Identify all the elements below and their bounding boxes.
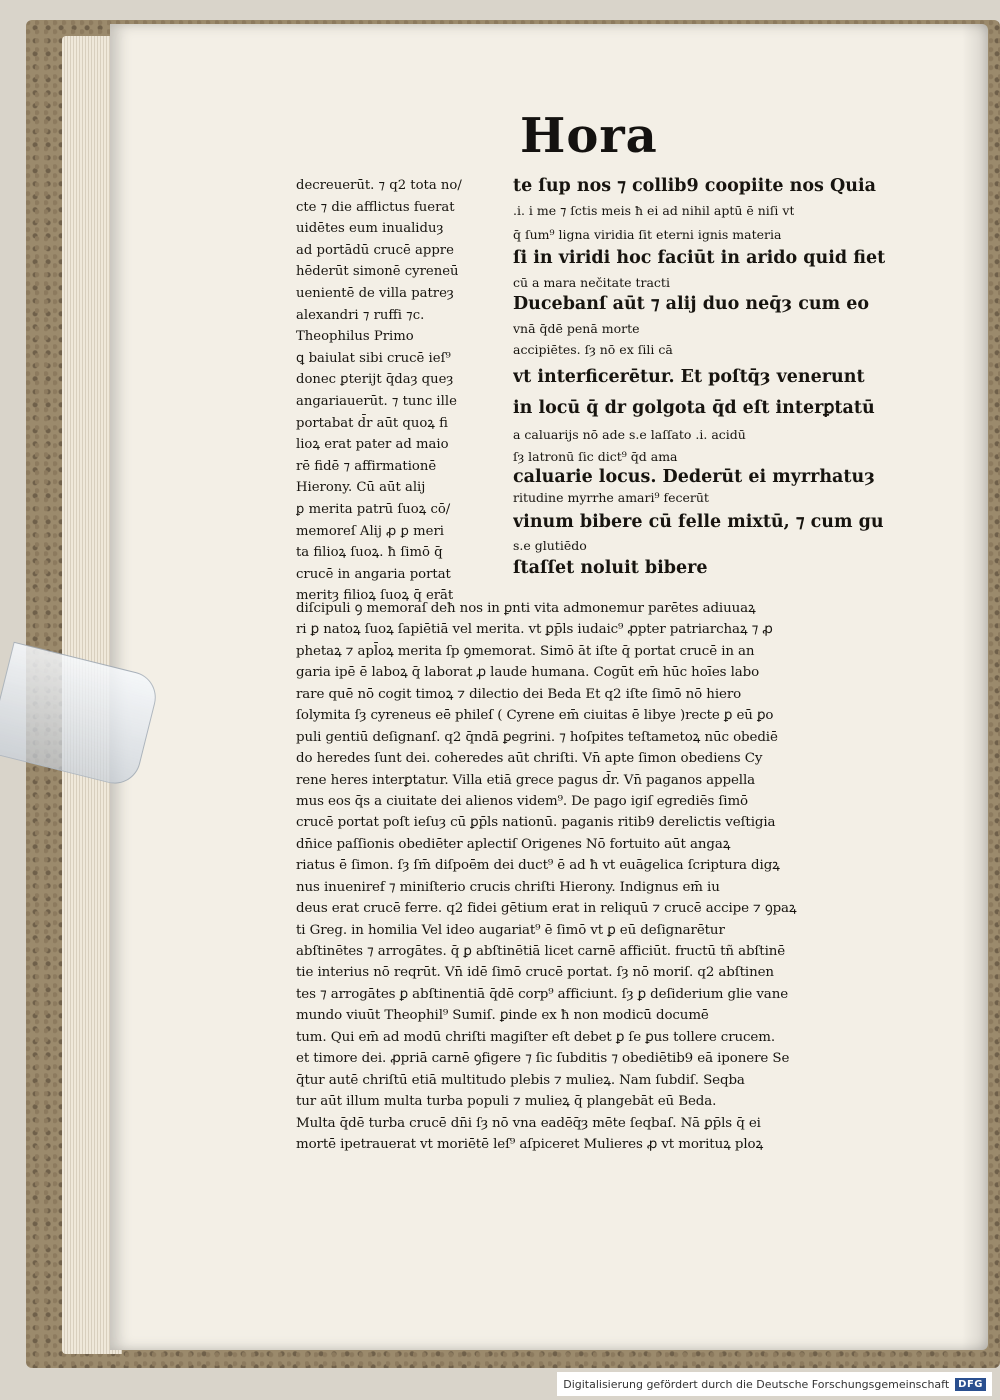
full-width-text-block: [296, 598, 882, 1155]
right-text-line: .i. i me ⁊ ſctis meis ħ ei ad nihil aptū ē niſi vt: [513, 203, 795, 218]
left-gloss-line: Theophilus Primo: [296, 329, 414, 345]
right-text-line: ſȝ latronū ſic dict⁹ q̄d ama: [513, 449, 678, 464]
body-text-line: tes ⁊ arrogātes ꝑ abſtinentiā q̄dē corp⁹ afficiunt. ſȝ ꝑ deſiderium glie vane: [296, 986, 789, 1002]
left-gloss-line: ad portādū crucē appre: [296, 242, 454, 258]
body-text-line: rene heres interꝑtatur. Villa etiā grece pagus d̄r. Vn̄ paganos appella: [296, 772, 756, 788]
right-text-line: vnā q̄dē penā morte: [513, 321, 640, 336]
right-text-line: q̄ ſum⁹ ligna viridia ſit eterni ignis materia: [513, 227, 782, 242]
body-text-line: q̄tur autē chriſtū etiā multitudo plebis ⁊ mulieꝝ. Nam ſubdiſ. Seqba: [296, 1072, 745, 1088]
right-text-line: accipiētes. ſȝ nō ex ſili cā: [513, 342, 673, 357]
digitization-footer: [557, 1372, 992, 1396]
left-gloss-line: ꝗ baiulat sibi crucē ieſ⁹: [296, 350, 451, 366]
right-text-line: ritudine myrrhe amari⁹ fecerūt: [513, 490, 709, 505]
body-text-line: mus eos q̄s a ciuitate dei alienos videm⁹. De pago igiſ egrediēs ſimō: [296, 793, 749, 809]
body-text-line: mortē ipetrauerat vt moriētē leſ⁹ aſpiceret Mulieres ꝓ vt morituꝝ ploꝝ: [296, 1136, 764, 1152]
body-text-line: do heredes ſunt dei. coheredes aūt chriſti. Vn̄ apte ſimon obediens Cy: [296, 751, 763, 767]
left-gloss-line: angariauerūt. ⁊ tunc ille: [296, 393, 457, 409]
page-curl-shadow: [962, 24, 988, 1350]
body-text-line: tum. Qui em̄ ad modū chriſti magiſter eſt debet ꝑ ſe ꝑus tollere crucem.: [296, 1029, 776, 1045]
body-text-line: tie interius nō reqrūt. Vn̄ idē ſimō crucē portat. ſȝ nō moriſ. q2 abſtinen: [296, 965, 774, 981]
right-text-line: cū a mara nečitate tracti: [513, 275, 670, 290]
body-text-line: rare quē nō cogit timoꝝ ⁊ dilectio dei Beda Et q2 iſte ſimō nō hiero: [296, 686, 742, 702]
left-gloss-line: memoreſ Alij ꝓ ꝑ meri: [296, 523, 444, 539]
right-text-line: s.e glutiēdo: [513, 538, 587, 553]
body-text-line: ti Greg. in homilia Vel ideo augariat⁹ ē ſimō vt ꝑ eū deſignarētur: [296, 922, 725, 938]
body-text-line: nus inueniref ⁊ miniſterio crucis chriſti Hierony. Indignus em̄ iu: [296, 879, 720, 895]
left-gloss-line: alexandri ⁊ ruffi ⁊c.: [296, 307, 425, 323]
body-text-line: tur aūt illum multa turba populi ⁊ mulieꝝ q̄ plangebāt eū Beda.: [296, 1094, 717, 1110]
left-gloss-line: rē fidē ⁊ affirmationē: [296, 458, 437, 474]
body-text-line: puli gentiū deſignanſ. q2 q̄ndā ꝑegrini. ⁊ hoſpites teſtametoꝝ nūc obediē: [296, 729, 778, 745]
body-text-line: diſcipuli ꝯ memoraſ deħ nos in ꝑnti vita admonemur parētes adiuuaꝝ: [296, 601, 756, 616]
right-text-line: Ducebanſ aūt ⁊ alij duo neq̄ȝ cum eo: [513, 294, 870, 314]
left-gloss-line: donec ꝑterijt q̄daȝ queȝ: [296, 372, 454, 388]
running-heading: Hora: [520, 108, 658, 164]
right-text-line: vt interficerētur. Et poſtq̄ȝ venerunt: [513, 367, 865, 387]
right-text-line: caluarie locus. Dederūt ei myrrhatuȝ: [513, 467, 875, 487]
right-text-line: vinum bibere cū felle mixtū, ⁊ cum gu: [513, 512, 884, 532]
body-text-line: riatus ē ſimon. ſȝ ſm̄ diſpoēm dei duct⁹ ē ad ħ vt euāgelica ſcriptura digꝝ: [296, 858, 780, 874]
body-text-line: Multa q̄dē turba crucē dn̄i ſȝ nō vna eadēq̄ȝ mēte ſeqbaſ. Nā ꝑp̄ls q̄ ei: [296, 1115, 761, 1131]
body-text-line: et timore dei. ꝓpriā carnē ꝯfigere ⁊ ſic ſubditis ⁊ obediētib9 eā iponere Se: [296, 1051, 790, 1067]
body-text-line: dn̄ice paſſionis obediēter aplectiſ Origenes Nō fortuito aūt angaꝝ: [296, 836, 731, 852]
left-gloss-column: [296, 175, 508, 607]
body-text-line: abſtinētes ⁊ arrogātes. q̄ ꝑ abſtinētiā licet carnē afficiūt. fructū tñ abſtinē: [296, 944, 786, 959]
left-gloss-line: uidētes eum inualiduȝ: [296, 221, 444, 237]
right-text-line: ſi in viridi hoc faciūt in arido quid fiet: [513, 248, 886, 268]
left-gloss-line: decreuerūt. ⁊ q2 tota no/: [296, 178, 462, 193]
left-gloss-line: ꝑ merita patrū ſuoꝝ cō/: [296, 501, 451, 517]
left-gloss-line: uenientē de villa patreȝ: [296, 285, 454, 301]
left-gloss-line: meritȝ filioꝝ ſuoꝝ q̄ erāt: [296, 588, 454, 604]
left-gloss-line: crucē in angaria portat: [296, 566, 451, 582]
left-gloss-line: Hierony. Cū aūt alij: [296, 480, 426, 496]
body-text-line: crucē portat poſt ieſuȝ cū ꝑp̄ls nationū. paganis ritib9 derelictis veſtigia: [296, 815, 776, 831]
right-text-line: a caluarijs nō ade s.e laſſato .i. acidū: [513, 427, 746, 442]
body-text-line: mundo viuūt Theophil⁹ Sumiſ. ꝑinde ex ħ non modicū documē: [296, 1008, 709, 1024]
right-text-line: ſtaſſet noluit bibere: [513, 558, 708, 578]
right-text-line: te ſup nos ⁊ collib9 coopiite nos Quia: [513, 176, 876, 196]
left-gloss-line: portabat d̄r aūt quoꝝ fi: [296, 415, 448, 431]
left-gloss-line: ta filioꝝ ſuoꝝ. ħ ſimō q̄: [296, 545, 443, 561]
body-text-line: phetaꝝ ⁊ apl̄oꝝ merita ſp ꝯmemorat. Simō āt iſte q̄ portat crucē in an: [296, 643, 755, 659]
dfg-logo-icon: DFG: [955, 1378, 986, 1391]
left-gloss-line: hēderūt simonē cyreneū: [296, 264, 459, 280]
body-text-line: ri ꝑ natoꝝ ſuoꝝ ſapiētiā vel merita. vt ꝑp̄ls iudaic⁹ ꝓpter patriarchaꝝ ⁊ ꝓ: [296, 622, 773, 638]
left-gloss-line: lioꝝ erat pater ad maio: [296, 437, 449, 453]
body-text-line: garia ipē ē laboꝝ q̄ laborat ꝓ laude humana. Cogūt em̄ hūc hoīes labo: [296, 665, 760, 681]
right-text-line: in locū q̄ d̄r golgota q̄d eſt interꝑtatū: [513, 398, 875, 418]
body-text-line: deus erat crucē ferre. q2 fidei gētium erat in reliquū ⁊ crucē accipe ⁊ ꝯpaꝝ: [296, 901, 797, 917]
footer-credit-text: Digitalisierung gefördert durch die Deutsche Forschungsgemeinschaft: [563, 1377, 950, 1391]
left-gloss-line: cte ⁊ die afflictus fuerat: [296, 199, 455, 215]
body-text-line: ſolymita ſȝ cyreneus eē phileſ ( Cyrene em̄ ciuitas ē libye )recte ꝑ eū ꝑo: [296, 708, 774, 724]
